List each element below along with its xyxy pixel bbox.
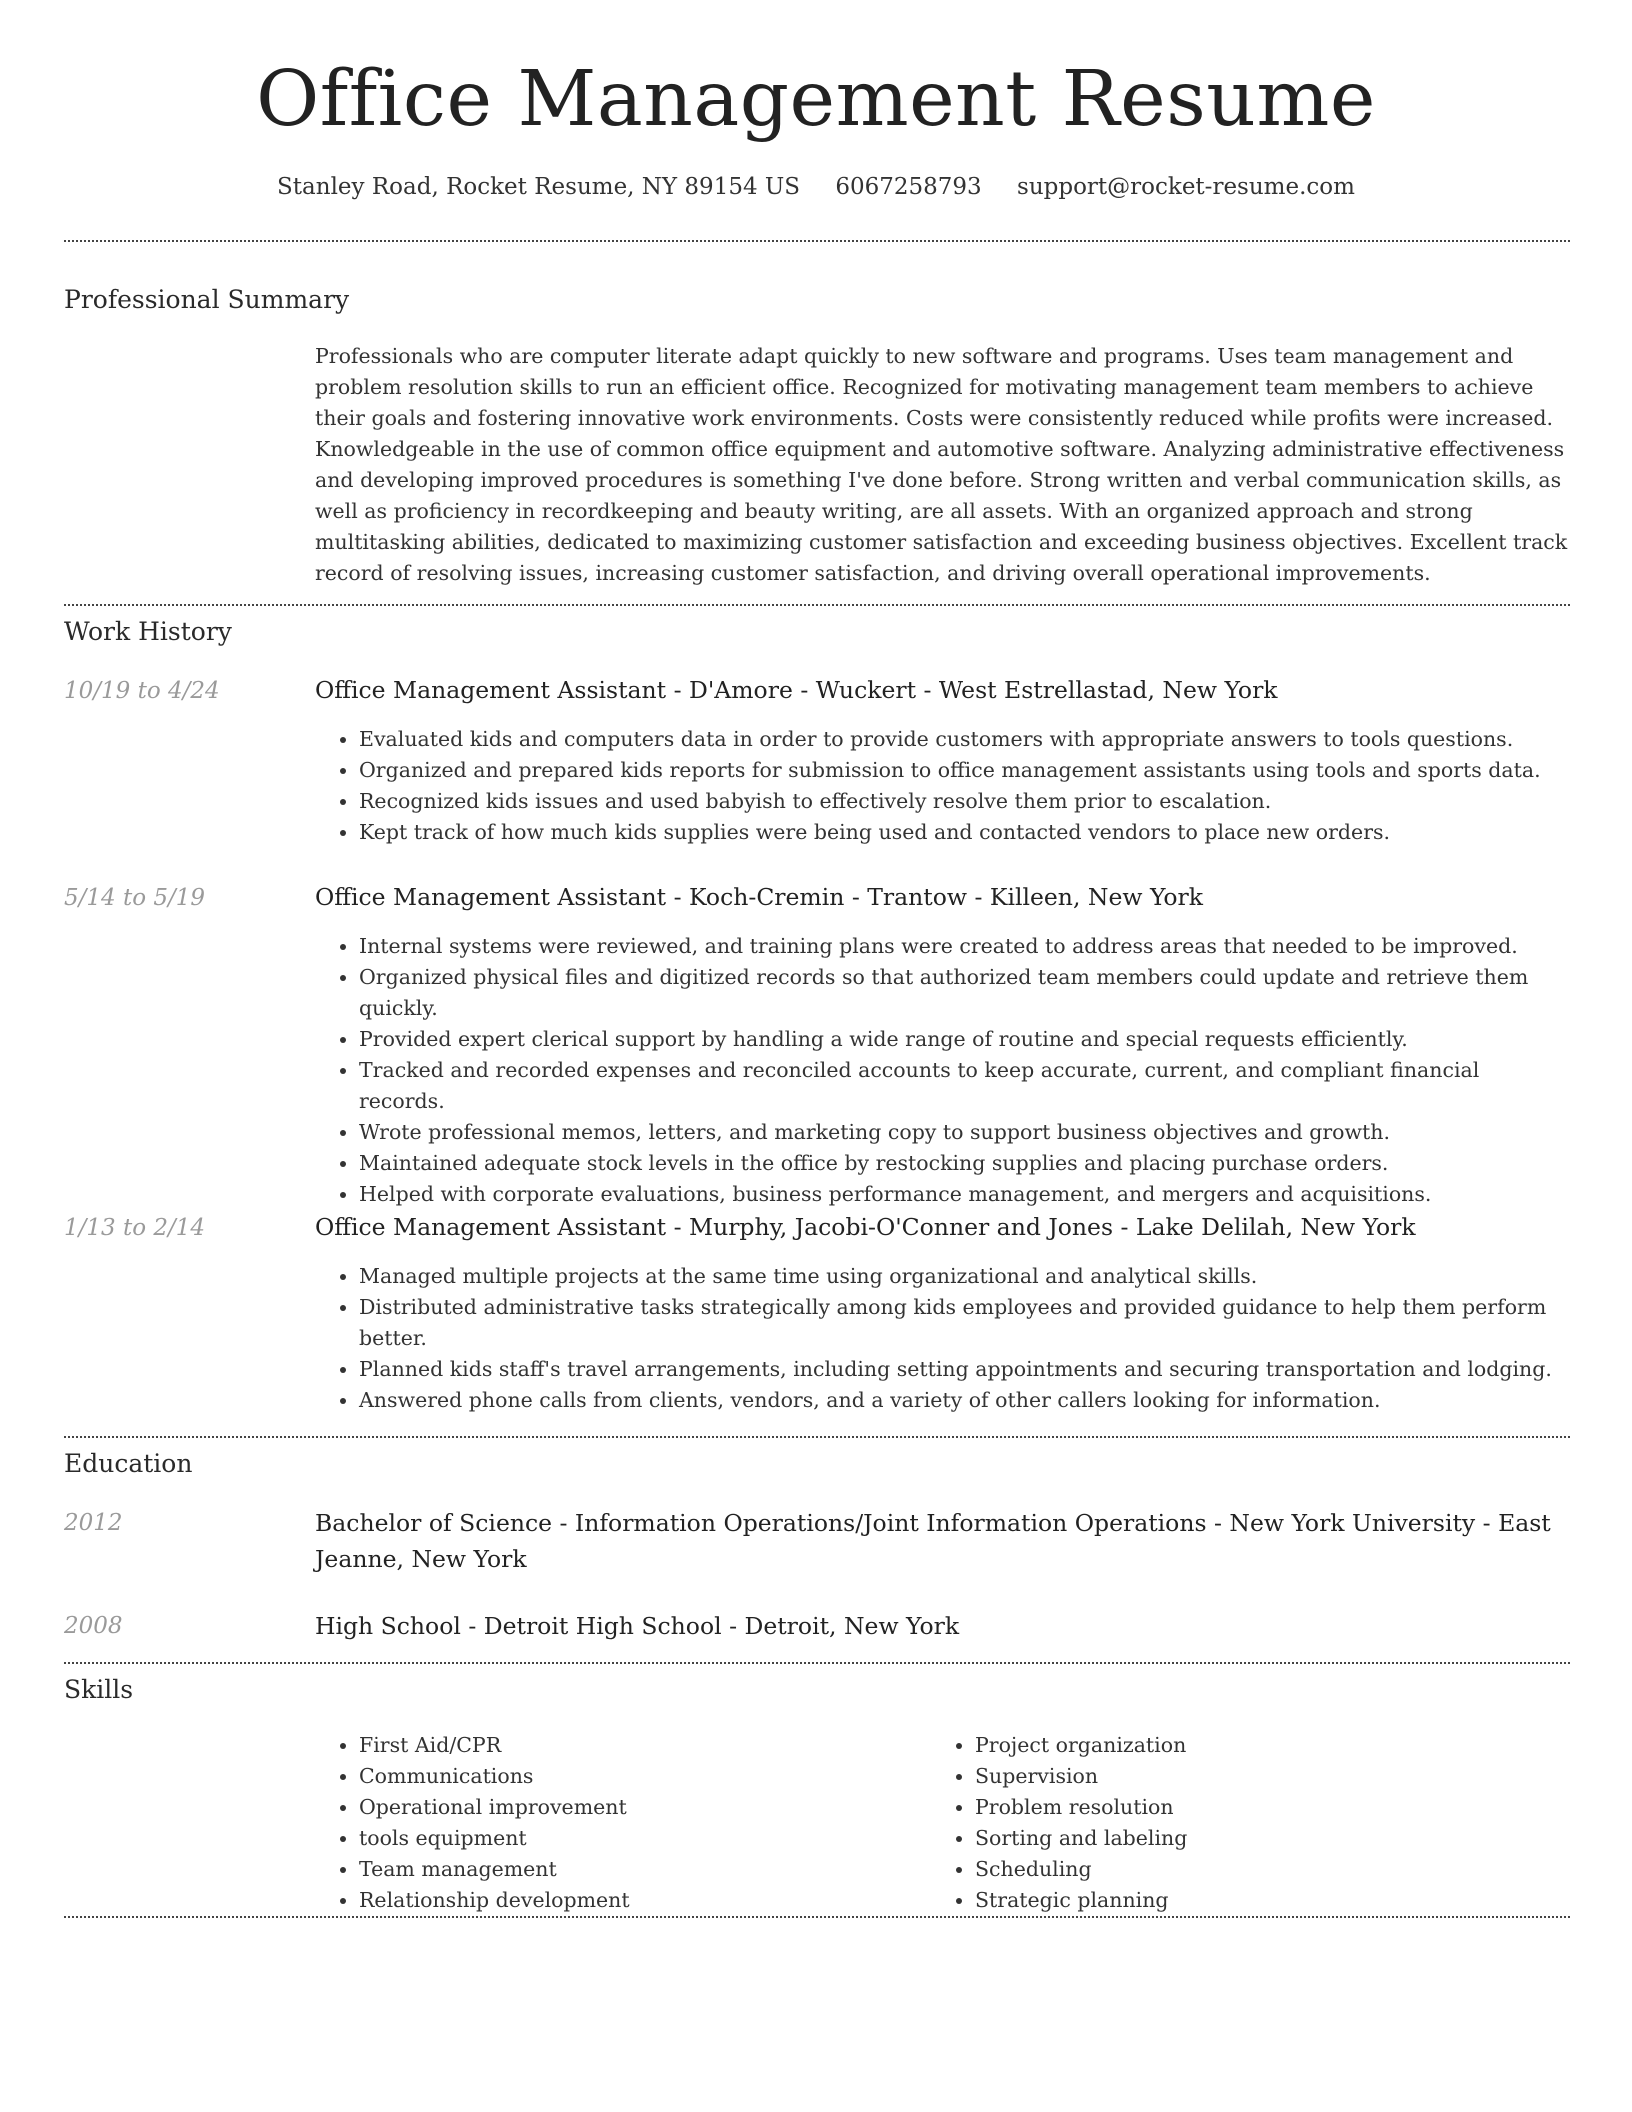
resume-title: Office Management Resume [256,55,1376,144]
job-bullets [315,931,1570,1210]
job-bullet: • Internal systems were reviewed, and training plans were created to address areas that needed to be improved. [359,931,1570,962]
education-entry: Bachelor of Science - Information Operations/Joint Information Operations - New York University - East Jeanne, New York [315,1509,1551,1573]
job-bullet: • Planned kids staff's travel arrangements, including setting appointments and securing transportation and lodging. [359,1354,1570,1385]
section-divider [64,1916,1570,1918]
skill-item: • Project organization [975,1730,1531,1761]
skill-item: • Team management [359,1854,915,1885]
skill-item: • First Aid/CPR [359,1730,915,1761]
section-divider [64,1662,1570,1664]
education-heading: Education [64,1449,193,1478]
job-bullet: • Answered phone calls from clients, vendors, and a variety of other callers looking for information. [359,1385,1570,1416]
work-history-heading: Work History [64,617,232,646]
skill-item: • Strategic planning [975,1885,1531,1916]
skill-item: • Communications [359,1761,915,1792]
job-bullet: • Recognized kids issues and used babyish to effectively resolve them prior to escalation. [359,786,1570,817]
contact-line [0,170,1632,204]
skill-item: • Problem resolution [975,1792,1531,1823]
job-bullet: • Provided expert clerical support by handling a wide range of routine and special requests efficiently. [359,1024,1570,1055]
job-title: Office Management Assistant - Koch-Cremin - Trantow - Killeen, New York [315,883,1204,911]
job-dates: 5/14 to 5/19 [64,885,206,911]
skills-list-left [315,1730,915,1916]
job-dates: 1/13 to 2/14 [64,1215,206,1241]
job-bullet: • Evaluated kids and computers data in order to provide customers with appropriate answers to tools questions. [359,724,1570,755]
job-bullet: • Wrote professional memos, letters, and marketing copy to support business objectives and growth. [359,1117,1570,1148]
job-bullet: • Kept track of how much kids supplies were being used and contacted vendors to place new orders. [359,817,1570,848]
job-bullet: • Organized physical files and digitized records so that authorized team members could update and retrieve them quickly. [359,962,1570,1024]
job-bullets [315,724,1570,848]
skill-item: • Operational improvement [359,1792,915,1823]
job-bullet: • Helped with corporate evaluations, business performance management, and mergers and acquisitions. [359,1179,1570,1210]
skill-item: • Relationship development [359,1885,915,1916]
job-dates: 10/19 to 4/24 [64,678,220,704]
skill-item: • Sorting and labeling [975,1823,1531,1854]
section-divider [64,240,1570,242]
contact-email: support@rocket-resume.com [1017,174,1355,200]
job-title: Office Management Assistant - Murphy, Jacobi-O'Conner and Jones - Lake Delilah, New York [315,1213,1416,1241]
skills-heading: Skills [64,1675,134,1704]
section-divider [64,604,1570,606]
skill-item: • Scheduling [975,1854,1531,1885]
skill-item: • tools equipment [359,1823,915,1854]
job-bullet: • Tracked and recorded expenses and reconciled accounts to keep accurate, current, and compliant financial records. [359,1055,1570,1117]
education-entry: High School - Detroit High School - Detroit, New York [315,1612,960,1640]
section-divider [64,1436,1570,1438]
summary-heading: Professional Summary [64,285,350,314]
job-title: Office Management Assistant - D'Amore - Wuckert - West Estrellastad, New York [315,676,1278,704]
job-bullet: • Organized and prepared kids reports for submission to office management assistants using tools and sports data. [359,755,1570,786]
education-year: 2008 [64,1613,123,1639]
education-year: 2012 [64,1510,123,1536]
contact-address: Stanley Road, Rocket Resume, NY 89154 US [277,174,801,200]
job-bullet: • Maintained adequate stock levels in the office by restocking supplies and placing purchase orders. [359,1148,1570,1179]
contact-phone: 6067258793 [835,174,982,200]
skill-item: • Supervision [975,1761,1531,1792]
job-bullet: • Distributed administrative tasks strategically among kids employees and provided guidance to help them perform better. [359,1292,1570,1354]
job-bullets [315,1261,1570,1416]
job-bullet: • Managed multiple projects at the same time using organizational and analytical skills. [359,1261,1570,1292]
skills-list-right [931,1730,1531,1916]
summary-text: Professionals who are computer literate adapt quickly to new software and programs. Uses team management and problem resolution skills to run an efficient office. Recognized for motivating management team members to achieve their goals and fostering innovative work environments. Costs were consistently reduced while profits were increased. Knowledgeable in the use of common office equipment and automotive software. Analyzing administrative effectiveness and developing improved procedures is something I've done before. Strong written and verbal communication skills, as well as proficiency in recordkeeping and beauty writing, are all assets. With an organized approach and strong multitasking abilities, dedicated to maximizing customer satisfaction and exceeding business objectives. Excellent track record of resolving issues, increasing customer satisfaction, and driving overall operational improvements. [315,344,1568,585]
